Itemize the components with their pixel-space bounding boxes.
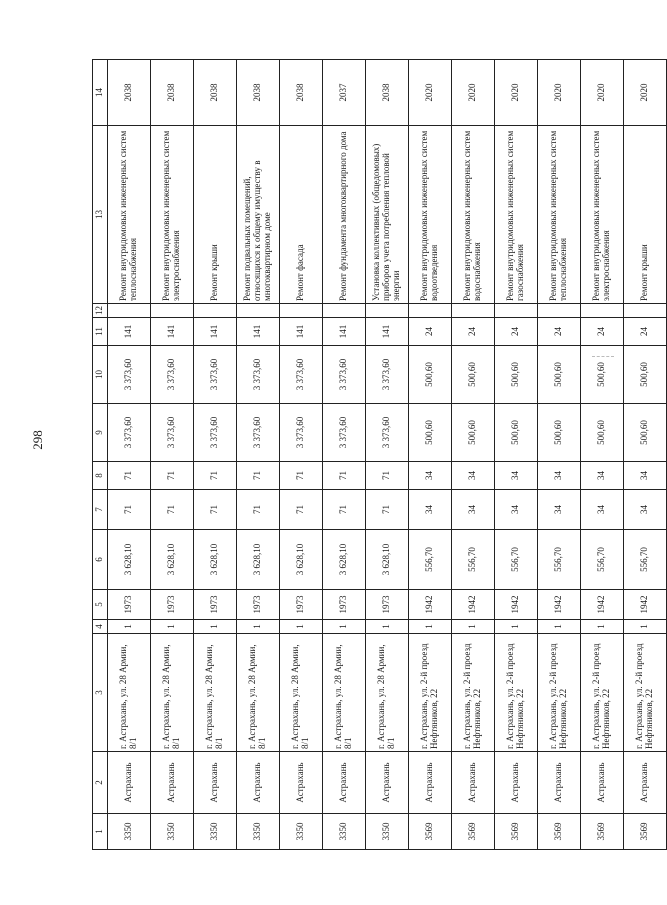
table-body [108,60,667,850]
cell-col-12 [581,304,624,318]
cell-col-12 [108,304,151,318]
cell-municipality: Астрахань [538,752,581,814]
column-header-4: 4 [93,620,108,634]
cell-address: г. Астрахань, ул. 2-й проезд Нефтяников, 22 [624,634,667,752]
cell-living-area: 500,60 [624,404,667,462]
cell-area-owned: 3 373,60 [237,346,280,404]
column-header-12: 12 [93,304,108,318]
cell-year-built: 1973 [108,590,151,620]
cell-area-owned: 3 373,60 [108,346,151,404]
cell-buildings-count: 1 [151,620,194,634]
cell-living-area: 3 373,60 [194,404,237,462]
cell-work-type: Ремонт подвальных помещений, относящихся к общему имуществу в многоквартирном доме [237,126,280,304]
column-header-11: 11 [93,318,108,346]
cell-municipality: Астрахань [452,752,495,814]
cell-planned-year: 2020 [452,60,495,126]
cell-residents: 34 [452,462,495,490]
cell-buildings-count: 1 [581,620,624,634]
cell-row-id: 3350 [108,814,151,850]
cell-buildings-count: 1 [624,620,667,634]
column-header-10: 10 [93,346,108,404]
cell-work-type: Ремонт крыши [194,126,237,304]
cell-col-12 [452,304,495,318]
table-row [366,60,409,850]
cell-buildings-count: 1 [538,620,581,634]
cell-work-type: Ремонт внутридомовых инженерных систем водоотведения [409,126,452,304]
cell-area-owned: 500,60 [452,346,495,404]
cell-year-built: 1973 [323,590,366,620]
cell-residents: 71 [194,462,237,490]
cell-residents: 34 [624,462,667,490]
cell-owners: 141 [194,318,237,346]
cell-municipality: Астрахань [624,752,667,814]
cell-living-area: 3 373,60 [237,404,280,462]
cell-buildings-count: 1 [495,620,538,634]
cell-year-built: 1942 [452,590,495,620]
cell-col-12 [366,304,409,318]
column-header-2: 2 [93,752,108,814]
cell-year-built: 1973 [280,590,323,620]
table-row [280,60,323,850]
cell-total-area: 3 628,10 [108,530,151,590]
cell-owners: 24 [581,318,624,346]
cell-col-12 [409,304,452,318]
cell-living-area: 500,60 [409,404,452,462]
table-area [92,60,654,850]
cell-living-area: 500,60 [452,404,495,462]
cell-work-type: Ремонт фасада [280,126,323,304]
cell-row-id: 3569 [409,814,452,850]
cell-municipality: Астрахань [495,752,538,814]
cell-col-12 [237,304,280,318]
cell-year-built: 1942 [581,590,624,620]
column-header-1: 1 [93,814,108,850]
cell-area-owned: 500,60 [581,346,624,404]
cell-total-area: 3 628,10 [194,530,237,590]
cell-work-type: Ремонт внутридомовых инженерных систем газоснабжения [495,126,538,304]
cell-area-owned: 500,60 [409,346,452,404]
cell-municipality: Астрахань [323,752,366,814]
cell-residents: 34 [409,462,452,490]
cell-buildings-count: 1 [237,620,280,634]
cell-planned-year: 2038 [194,60,237,126]
column-header-3: 3 [93,634,108,752]
cell-planned-year: 2038 [151,60,194,126]
column-header-6: 6 [93,530,108,590]
cell-work-type: Ремонт внутридомовых инженерных систем электроснабжения [151,126,194,304]
cell-buildings-count: 1 [108,620,151,634]
cell-col-12 [538,304,581,318]
cell-col-12 [151,304,194,318]
cell-owners: 24 [452,318,495,346]
column-header-8: 8 [93,462,108,490]
cell-col-12 [280,304,323,318]
cell-owners: 141 [323,318,366,346]
cell-owners: 24 [538,318,581,346]
cell-total-area: 3 628,10 [366,530,409,590]
cell-planned-year: 2038 [366,60,409,126]
cell-total-area: 3 628,10 [237,530,280,590]
cell-total-area: 556,70 [452,530,495,590]
cell-apartments: 71 [194,490,237,530]
cell-row-id: 3569 [495,814,538,850]
cell-living-area: 500,60 [581,404,624,462]
cell-work-type: Установка коллективных (общедомовых) приборов учета потребления тепловой энергии [366,126,409,304]
cell-area-owned: 500,60 [624,346,667,404]
cell-row-id: 3569 [538,814,581,850]
cell-buildings-count: 1 [452,620,495,634]
cell-planned-year: 2038 [108,60,151,126]
cell-work-type: Ремонт внутридомовых инженерных систем водоснабжения [452,126,495,304]
cell-row-id: 3350 [323,814,366,850]
cell-apartments: 34 [409,490,452,530]
repair-schedule-table [92,59,667,850]
cell-address: г. Астрахань, ул. 2-й проезд Нефтяников, 22 [452,634,495,752]
cell-address: г. Астрахань, ул. 28 Армии, 8/1 [280,634,323,752]
cell-buildings-count: 1 [280,620,323,634]
cell-work-type: Ремонт внутридомовых инженерных систем теплоснабжения [538,126,581,304]
cell-living-area: 3 373,60 [108,404,151,462]
cell-owners: 24 [495,318,538,346]
cell-year-built: 1942 [495,590,538,620]
cell-owners: 141 [366,318,409,346]
cell-row-id: 3350 [280,814,323,850]
cell-work-type: Ремонт внутридомовых инженерных систем теплоснабжения [108,126,151,304]
cell-buildings-count: 1 [409,620,452,634]
cell-residents: 71 [366,462,409,490]
cell-work-type: Ремонт внутридомовых инженерных систем электроснабжения [581,126,624,304]
cell-area-owned: 3 373,60 [366,346,409,404]
cell-apartments: 71 [280,490,323,530]
table-row [581,60,624,850]
cell-total-area: 556,70 [409,530,452,590]
cell-area-owned: 500,60 [495,346,538,404]
cell-buildings-count: 1 [194,620,237,634]
column-header-9: 9 [93,404,108,462]
cell-apartments: 34 [495,490,538,530]
cell-owners: 141 [237,318,280,346]
cell-total-area: 3 628,10 [151,530,194,590]
cell-planned-year: 2020 [538,60,581,126]
cell-row-id: 3350 [151,814,194,850]
cell-col-12 [624,304,667,318]
cell-planned-year: 2020 [581,60,624,126]
table-row [108,60,151,850]
column-header-13: 13 [93,126,108,304]
cell-owners: 141 [108,318,151,346]
cell-area-owned: 3 373,60 [280,346,323,404]
cell-year-built: 1973 [366,590,409,620]
cell-year-built: 1942 [409,590,452,620]
table-row [495,60,538,850]
cell-planned-year: 2020 [624,60,667,126]
cell-address: г. Астрахань, ул. 28 Армии, 8/1 [151,634,194,752]
cell-address: г. Астрахань, ул. 2-й проезд Нефтяников, 22 [495,634,538,752]
cell-total-area: 3 628,10 [323,530,366,590]
cell-residents: 34 [495,462,538,490]
cell-total-area: 556,70 [495,530,538,590]
page-number: 298 [30,430,45,450]
cell-municipality: Астрахань [366,752,409,814]
table-row [409,60,452,850]
cell-year-built: 1973 [151,590,194,620]
cell-planned-year: 2020 [409,60,452,126]
cell-total-area: 556,70 [538,530,581,590]
cell-municipality: Астрахань [194,752,237,814]
cell-planned-year: 2038 [280,60,323,126]
cell-address: г. Астрахань, ул. 2-й проезд Нефтяников, 22 [581,634,624,752]
cell-row-id: 3350 [194,814,237,850]
cell-living-area: 3 373,60 [366,404,409,462]
cell-residents: 71 [280,462,323,490]
table-row [323,60,366,850]
rotated-table-wrapper [92,60,654,850]
cell-total-area: 3 628,10 [280,530,323,590]
cell-total-area: 556,70 [581,530,624,590]
scan-artifact [592,356,614,359]
cell-municipality: Астрахань [108,752,151,814]
cell-owners: 24 [624,318,667,346]
cell-year-built: 1942 [538,590,581,620]
cell-residents: 71 [151,462,194,490]
table-row [151,60,194,850]
cell-municipality: Астрахань [237,752,280,814]
cell-planned-year: 2037 [323,60,366,126]
cell-owners: 141 [280,318,323,346]
cell-apartments: 71 [151,490,194,530]
table-row [624,60,667,850]
cell-residents: 71 [323,462,366,490]
table-row [452,60,495,850]
cell-address: г. Астрахань, ул. 2-й проезд Нефтяников, 22 [409,634,452,752]
cell-residents: 71 [237,462,280,490]
cell-col-12 [323,304,366,318]
cell-municipality: Астрахань [280,752,323,814]
cell-living-area: 3 373,60 [323,404,366,462]
cell-area-owned: 500,60 [538,346,581,404]
cell-row-id: 3569 [581,814,624,850]
cell-area-owned: 3 373,60 [323,346,366,404]
cell-planned-year: 2020 [495,60,538,126]
cell-living-area: 500,60 [538,404,581,462]
cell-address: г. Астрахань, ул. 2-й проезд Нефтяников, 22 [538,634,581,752]
cell-col-12 [194,304,237,318]
cell-row-id: 3569 [452,814,495,850]
cell-apartments: 34 [624,490,667,530]
cell-living-area: 3 373,60 [151,404,194,462]
column-header-7: 7 [93,490,108,530]
cell-apartments: 34 [452,490,495,530]
cell-address: г. Астрахань, ул. 28 Армии, 8/1 [194,634,237,752]
header-row [93,60,108,850]
cell-living-area: 3 373,60 [280,404,323,462]
cell-address: г. Астрахань, ул. 28 Армии, 8/1 [366,634,409,752]
cell-apartments: 71 [366,490,409,530]
cell-year-built: 1973 [237,590,280,620]
cell-work-type: Ремонт крыши [624,126,667,304]
cell-area-owned: 3 373,60 [194,346,237,404]
cell-residents: 71 [108,462,151,490]
cell-apartments: 34 [581,490,624,530]
cell-address: г. Астрахань, ул. 28 Армии, 8/1 [237,634,280,752]
cell-planned-year: 2038 [237,60,280,126]
cell-buildings-count: 1 [366,620,409,634]
cell-residents: 34 [538,462,581,490]
table-row [237,60,280,850]
table-row [194,60,237,850]
cell-owners: 141 [151,318,194,346]
table-row [538,60,581,850]
cell-row-id: 3350 [366,814,409,850]
cell-apartments: 71 [237,490,280,530]
cell-apartments: 71 [323,490,366,530]
cell-address: г. Астрахань, ул. 28 Армии, 8/1 [323,634,366,752]
cell-apartments: 34 [538,490,581,530]
cell-municipality: Астрахань [409,752,452,814]
column-header-5: 5 [93,590,108,620]
cell-residents: 34 [581,462,624,490]
cell-year-built: 1942 [624,590,667,620]
cell-row-id: 3350 [237,814,280,850]
cell-area-owned: 3 373,60 [151,346,194,404]
cell-owners: 24 [409,318,452,346]
cell-col-12 [495,304,538,318]
cell-year-built: 1973 [194,590,237,620]
cell-row-id: 3569 [624,814,667,850]
cell-municipality: Астрахань [151,752,194,814]
cell-buildings-count: 1 [323,620,366,634]
column-header-14: 14 [93,60,108,126]
cell-total-area: 556,70 [624,530,667,590]
cell-work-type: Ремонт фундамента многоквартирного дома [323,126,366,304]
cell-municipality: Астрахань [581,752,624,814]
cell-apartments: 71 [108,490,151,530]
cell-living-area: 500,60 [495,404,538,462]
cell-address: г. Астрахань, ул. 28 Армии, 8/1 [108,634,151,752]
